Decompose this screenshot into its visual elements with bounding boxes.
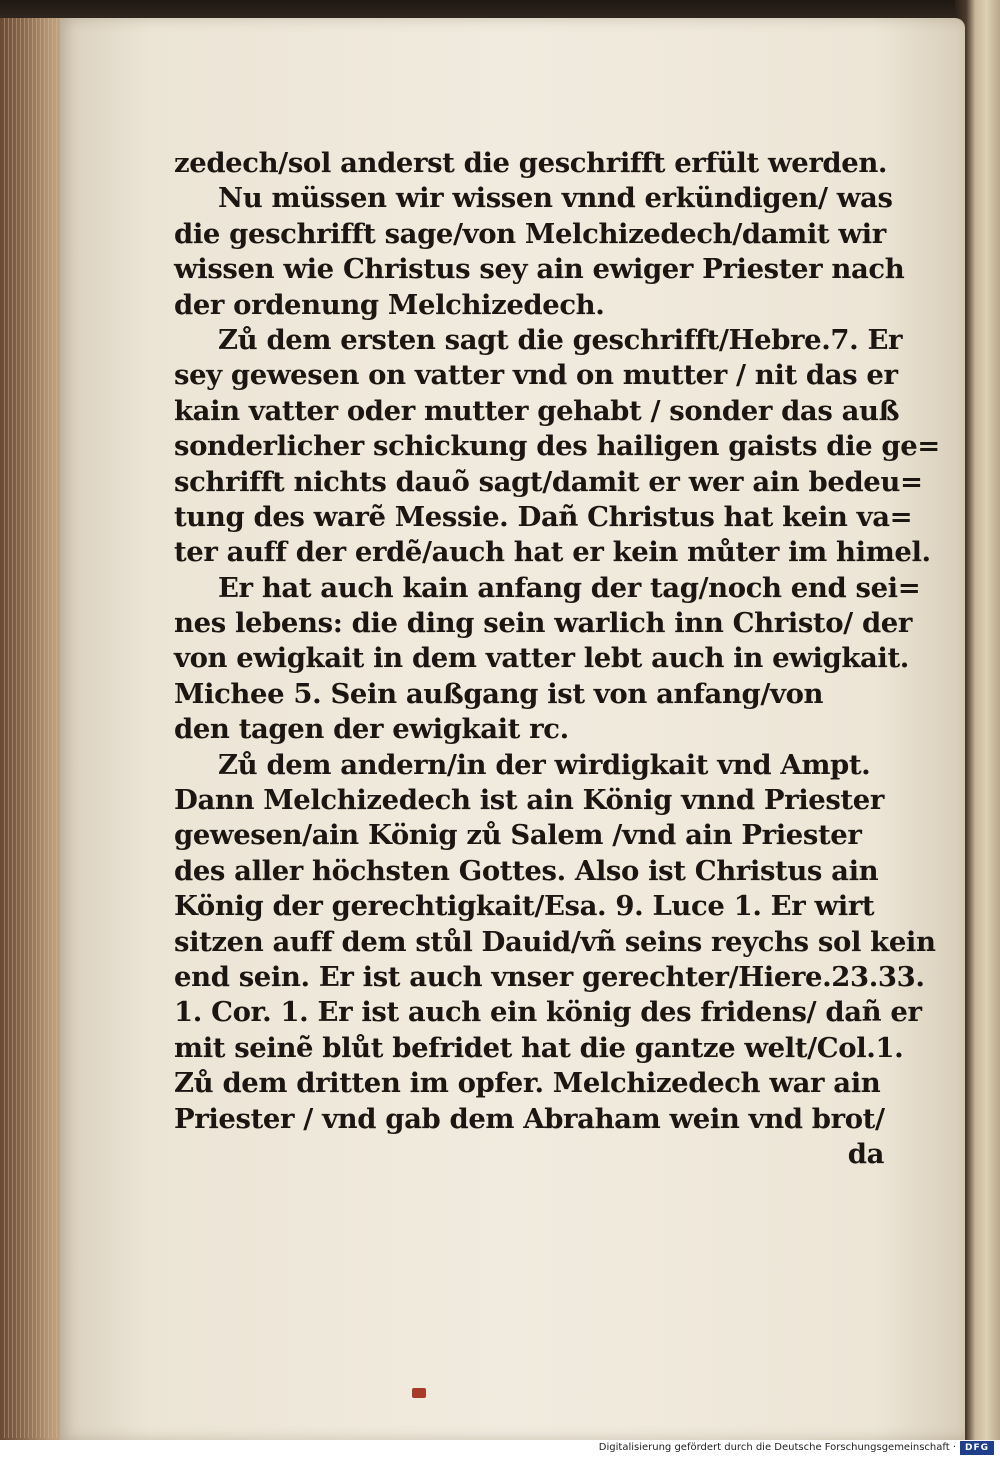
left-page-edges bbox=[4, 18, 62, 1438]
text-line: tung des warẽ Messie. Dañ Christus hat kein va= bbox=[174, 500, 913, 533]
text-line: ter auff der erdẽ/auch hat er kein můter im himel. bbox=[174, 536, 931, 569]
text-line: Priester / vnd gab dem Abraham wein vnd brot/ bbox=[174, 1102, 885, 1135]
text-line: kain vatter oder mutter gehabt / sonder das auß bbox=[174, 394, 900, 427]
text-line: sitzen auff dem stůl Dauid/vñ seins reychs sol kein bbox=[174, 925, 936, 958]
text-line: zedech/sol anderst die geschrifft erfült werden. bbox=[174, 147, 888, 179]
book-page bbox=[60, 18, 965, 1440]
text-line: des aller höchsten Gottes. Also ist Christus ain bbox=[174, 854, 879, 887]
text-line: mit seinẽ blůt befridet hat die gantze welt/Col.1. bbox=[174, 1031, 904, 1064]
text-line: die geschrifft sage/von Melchizedech/damit wir bbox=[174, 217, 886, 250]
text-line: von ewigkait in dem vatter lebt auch in ewigkait. bbox=[174, 642, 909, 675]
footer-credit: Digitalisierung gefördert durch die Deutsche Forschungsgemeinschaft · bbox=[598, 1442, 956, 1453]
page-text-block bbox=[174, 146, 940, 1172]
text-line: wissen wie Christus sey ain ewiger Priester nach bbox=[174, 253, 905, 286]
catchword: da bbox=[847, 1137, 884, 1170]
text-line: sey gewesen on vatter vnd on mutter / nit das er bbox=[174, 359, 898, 392]
text-line: end sein. Er ist auch vnser gerechter/Hiere.23.33. bbox=[174, 960, 925, 993]
text-line: den tagen der ewigkait rc. bbox=[174, 713, 569, 746]
red-ink-mark bbox=[412, 1388, 426, 1398]
text-line: Zů dem ersten sagt die geschrifft/Hebre.7. Er bbox=[218, 323, 903, 356]
text-line: Nu müssen wir wissen vnnd erkündigen/ was bbox=[218, 182, 893, 215]
text-line: gewesen/ain König zů Salem /vnd ain Priester bbox=[174, 819, 862, 852]
text-line: der ordenung Melchizedech. bbox=[174, 288, 605, 321]
text-line: sonderlicher schickung des hailigen gaists die ge= bbox=[174, 430, 940, 463]
text-line: König der gerechtigkait/Esa. 9. Luce 1. Er wirt bbox=[174, 890, 875, 923]
text-line: Dann Melchizedech ist ain König vnnd Priester bbox=[174, 784, 884, 817]
text-line: 1. Cor. 1. Er ist auch ein könig des fridens/ dañ er bbox=[174, 996, 922, 1029]
text-line: Zů dem andern/in der wirdigkait vnd Ampt. bbox=[218, 748, 871, 781]
dfg-logo: DFG bbox=[960, 1441, 994, 1455]
text-line: nes lebens: die ding sein warlich inn Christo/ der bbox=[174, 607, 912, 640]
text-line: schrifft nichts dauõ sagt/damit er wer ain bedeu= bbox=[174, 465, 923, 498]
text-line: Zů dem dritten im opfer. Melchizedech war ain bbox=[174, 1067, 881, 1100]
text-line: Er hat auch kain anfang der tag/noch end sei= bbox=[218, 571, 921, 604]
text-line: Michee 5. Sein außgang ist von anfang/von bbox=[174, 677, 824, 710]
digitization-footer bbox=[0, 1440, 1000, 1458]
